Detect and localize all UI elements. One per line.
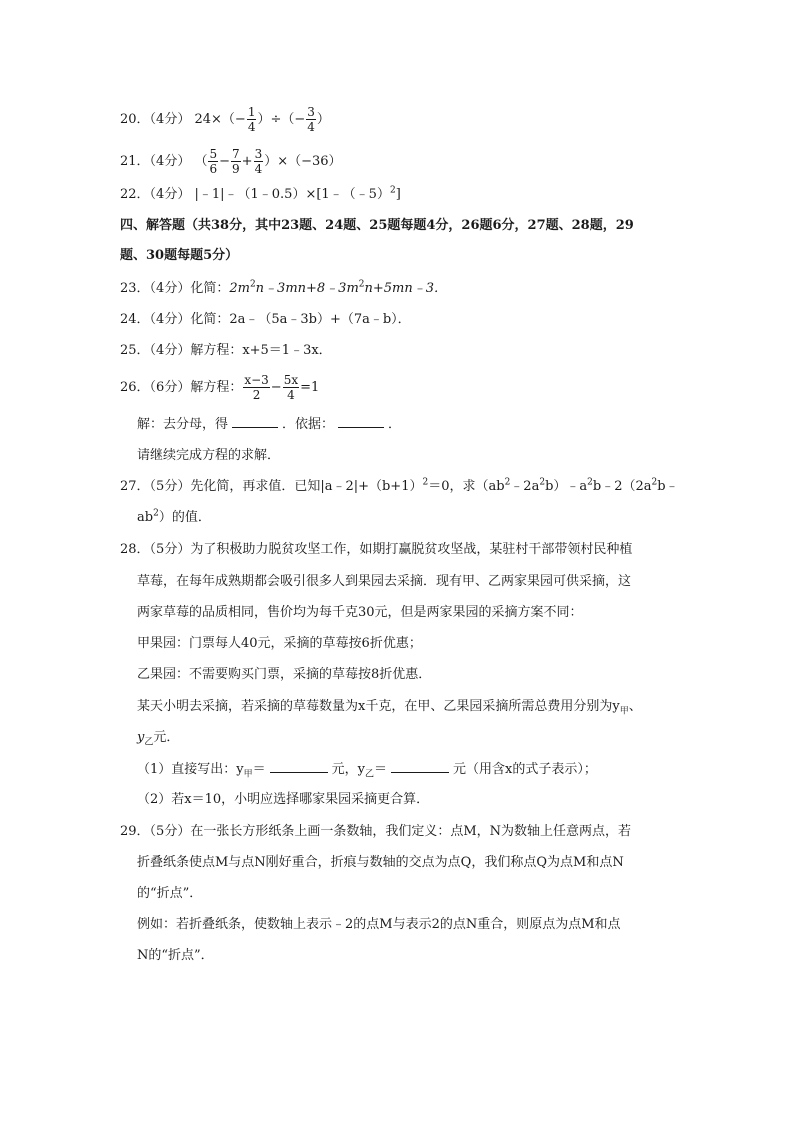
q23-label: 23．（4分）化简： <box>120 281 230 296</box>
denominator: 6 <box>209 162 218 176</box>
q28-text: 元（用含x的式子表示）； <box>453 762 597 777</box>
question-25: 25．（4分）解方程：x+5＝1﹣3x． <box>120 343 332 358</box>
q20-mid: ）÷（ <box>257 112 295 127</box>
denominator: 4 <box>254 162 263 176</box>
numerator: 1 <box>247 105 256 119</box>
q23-term: 2m <box>229 281 250 296</box>
fraction <box>243 373 269 402</box>
q28-text: 某天小明去采摘，若采摘的草莓数量为x千克，在甲、乙果园采摘所需总费用分别为y <box>137 699 620 714</box>
q20-post: ） <box>316 112 330 127</box>
q21-label: 21．（4分） <box>120 154 191 169</box>
answer-blank[interactable] <box>270 759 328 773</box>
fraction <box>231 147 241 176</box>
fraction <box>306 105 316 134</box>
answer-blank[interactable] <box>232 414 278 428</box>
denominator: 4 <box>307 120 315 134</box>
question-24: 24．（4分）化简：2a﹣（5a﹣3b）+（7a﹣b）． <box>120 312 411 327</box>
numerator: 3 <box>254 147 263 161</box>
q26-solution-text: 解：去分母，得 <box>137 417 229 432</box>
q21-post: ）×（−36） <box>264 154 342 169</box>
q28-text: ＝ <box>252 762 266 777</box>
subscript: 乙 <box>144 737 154 748</box>
q28-text: 元，y <box>331 762 366 777</box>
question-29-line: 的“折点”． <box>137 886 203 901</box>
q27-text: ）的值． <box>158 510 211 525</box>
exponent: 2 <box>249 279 256 290</box>
q27-text: 27．（5分）先化简，再求值．已知|a﹣2|+（b+1） <box>120 479 423 494</box>
numerator: 5x <box>283 373 299 387</box>
question-20 <box>120 105 330 134</box>
section-heading: 四、解答题（共38分，其中23题、24题、25题每题4分，26题6分，27题、28题，29 <box>120 218 634 233</box>
subscript: 甲 <box>619 706 629 717</box>
q28-text: y <box>137 730 145 745</box>
minus-sign: − <box>294 112 306 127</box>
numerator: 7 <box>232 147 240 161</box>
open-paren: （ <box>194 154 208 169</box>
q27-text: b﹣2（2a <box>592 479 652 494</box>
q27-text: b﹣ <box>657 479 679 494</box>
q22-expression: |﹣1|﹣（1﹣0.5）×[1﹣（﹣5） <box>194 187 390 202</box>
q26-solution-text: ．依据： <box>282 417 335 432</box>
exponent: 2 <box>422 477 429 488</box>
question-29-line: N的“折点”． <box>137 948 214 963</box>
question-28-line: 草莓，在每年成熟期都会吸引很多人到果园去采摘．现有甲、乙两家果园可供采摘，这 <box>137 574 632 589</box>
exponent: 2 <box>539 477 546 488</box>
question-28: 28．（5分）为了积极助力脱贫攻坚工作，如期打赢脱贫攻坚战，某驻村干部带领村民种植 <box>120 542 633 557</box>
q27-text: b）﹣a <box>545 479 588 494</box>
question-29: 29．（5分）在一张长方形纸条上画一条数轴，我们定义：点M，N为数轴上任意两点，若 <box>120 824 631 839</box>
answer-blank[interactable] <box>391 759 449 773</box>
denominator: 9 <box>232 162 240 176</box>
q20-label: 20．（4分） <box>120 112 191 127</box>
numerator: x−3 <box>244 373 269 387</box>
question-22 <box>120 185 401 205</box>
question-28-part-1 <box>137 759 597 780</box>
q28-text: ＝ <box>374 762 388 777</box>
answer-blank[interactable] <box>338 414 384 428</box>
exponent: 2 <box>504 477 511 488</box>
question-28-line: 甲果园：门票每人40元，采摘的草莓按6折优惠； <box>137 636 422 651</box>
question-29-line: 例如：若折叠纸条，使数轴上表示﹣2的点M与表示2的点N重合，则原点为点M和点 <box>137 917 621 932</box>
question-21 <box>120 147 342 176</box>
plus-sign: + <box>241 154 253 169</box>
question-28-line <box>137 728 179 748</box>
question-27 <box>120 477 679 497</box>
q28-text: 元． <box>153 730 180 745</box>
denominator: 2 <box>252 388 261 402</box>
question-23 <box>120 279 447 299</box>
numerator: 3 <box>307 105 315 119</box>
question-28-part-2: （2）若x＝10，小明应选择哪家果园采摘更合算． <box>137 792 430 807</box>
minus-sign: − <box>234 112 246 127</box>
question-28-line: 两家草莓的品质相同，售价均为每千克30元，但是两家果园的采摘方案不同： <box>137 605 583 620</box>
q27-text: ＝0，求（ab <box>428 479 505 494</box>
numerator: 5 <box>209 147 218 161</box>
q27-text: ab <box>137 510 154 525</box>
question-29-line: 折叠纸条使点M与点N刚好重合，折痕与数轴的交点为点Q，我们称点Q为点M和点N <box>137 855 624 870</box>
fraction <box>247 105 257 134</box>
section-heading-cont: 题、30题每题5分） <box>120 248 239 263</box>
q26-label: 26．（6分）解方程： <box>120 380 243 395</box>
fraction <box>283 373 299 402</box>
q23-term: n+5mn﹣3． <box>364 281 448 296</box>
denominator: 4 <box>247 120 256 134</box>
fraction <box>208 147 218 176</box>
question-28-line: 乙果园：不需要购买门票，采摘的草莓按8折优惠． <box>137 667 432 682</box>
question-26 <box>120 373 319 402</box>
exponent: 2 <box>389 185 396 196</box>
subscript: 甲 <box>243 769 253 780</box>
q23-term: n﹣3mn+8﹣3m <box>255 281 359 296</box>
denominator: 4 <box>287 388 295 402</box>
q26-continue: 请继续完成方程的求解． <box>137 448 281 463</box>
q27-text: ﹣2a <box>510 479 540 494</box>
exponent: 2 <box>587 477 593 488</box>
exponent: 2 <box>358 279 365 290</box>
minus-sign: − <box>270 380 282 395</box>
q26-end: =1 <box>300 380 320 395</box>
q28-text: （1）直接写出：y <box>137 762 244 777</box>
exponent: 2 <box>651 477 658 488</box>
q26-solution-text: ． <box>388 417 402 432</box>
q26-solution <box>137 414 401 435</box>
q20-pre: 24×（ <box>194 112 235 127</box>
question-28-line <box>137 697 642 717</box>
minus-sign: − <box>219 154 231 169</box>
question-27-cont <box>137 508 211 528</box>
q22-end: ] <box>395 187 401 202</box>
q22-label: 22．（4分） <box>120 187 191 202</box>
fraction <box>254 147 264 176</box>
q28-text: 、 <box>628 699 642 714</box>
subscript: 乙 <box>365 769 375 780</box>
exponent: 2 <box>153 508 159 519</box>
